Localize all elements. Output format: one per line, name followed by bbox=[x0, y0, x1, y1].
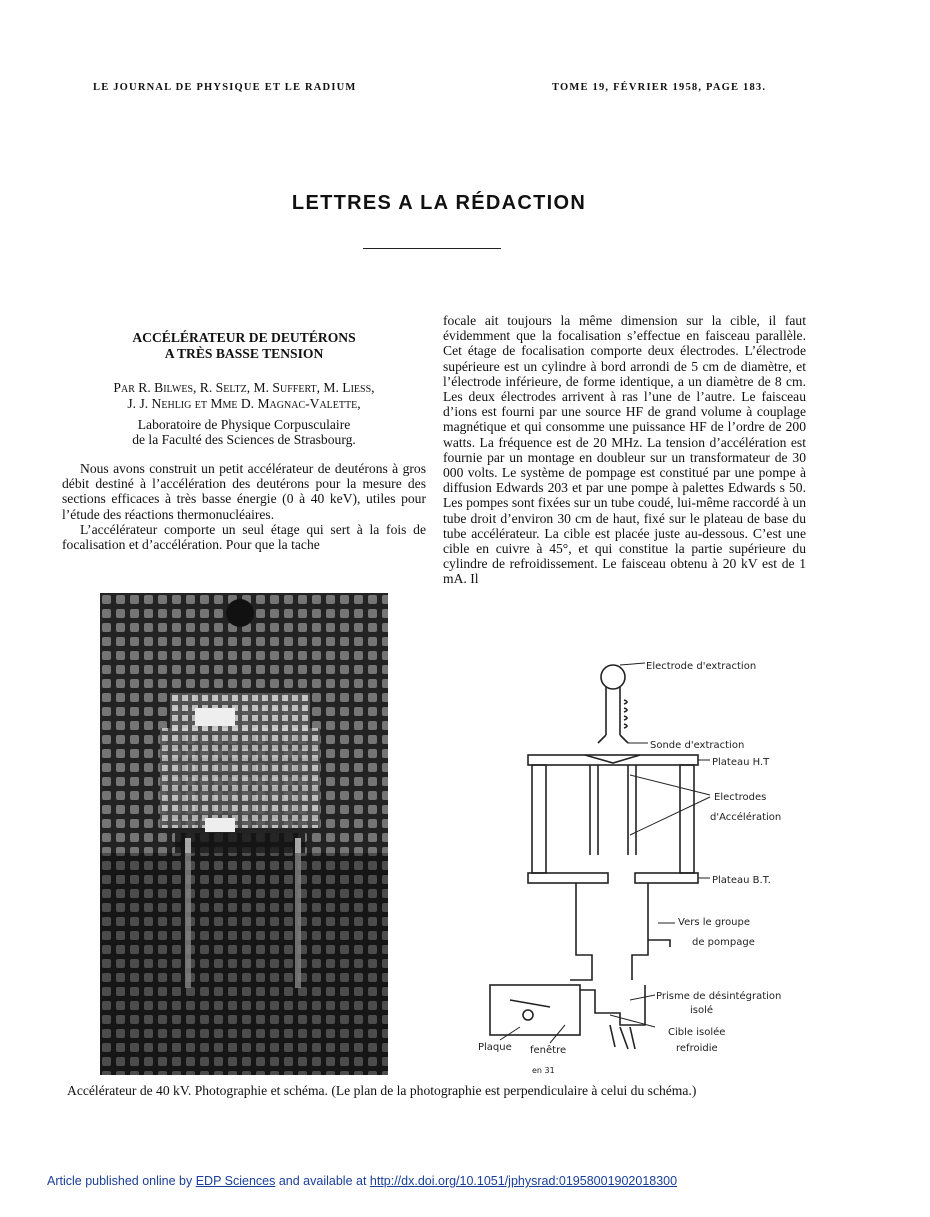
journal-name-header: LE JOURNAL DE PHYSIQUE ET LE RADIUM bbox=[93, 82, 357, 93]
label-ht-plate: Plateau H.T bbox=[712, 757, 770, 768]
label-accel-electrodes-2: d'Accélération bbox=[710, 812, 782, 823]
accelerator-schematic bbox=[470, 655, 810, 1075]
affiliation-line1: Laboratoire de Physique Corpusculaire bbox=[137, 417, 351, 432]
label-extraction-probe: Sonde d'extraction bbox=[650, 740, 745, 751]
label-pumping-1: Vers le groupe bbox=[678, 917, 751, 928]
authors bbox=[62, 380, 426, 411]
label-scale: en 31 bbox=[532, 1066, 555, 1075]
paragraph-1: Nous avons construit un petit accélérateur de deutérons à gros débit destiné à l’accélération des deutérons pour la mesure des sections efficaces à très basse énergie (0 à 40 keV), utiles pour l’étude des réactions thermonucléaires. bbox=[62, 461, 426, 522]
label-prism-2: isolé bbox=[690, 1005, 714, 1016]
label-window: fenêtre bbox=[530, 1045, 567, 1056]
label-plate: Plaque bbox=[478, 1042, 512, 1053]
label-extraction-electrode: Electrode d'extraction bbox=[646, 661, 757, 672]
authors-line1: Par R. Bilwes, R. Seltz, M. Suffert, M. Liess, bbox=[113, 380, 375, 395]
section-title: LETTRES A LA RÉDACTION bbox=[291, 192, 587, 214]
label-target-2: refroidie bbox=[676, 1043, 718, 1054]
label-target-1: Cible isolée bbox=[668, 1027, 726, 1038]
label-accel-electrodes-1: Electrodes bbox=[714, 792, 767, 803]
figure-caption: Accélérateur de 40 kV. Photographie et schéma. (Le plan de la photographie est perpendiculaire à celui du schéma.) bbox=[67, 1083, 697, 1098]
right-column-text: focale ait toujours la même dimension sur la cible, il faut évidemment que la focalisation s’effectue en faisceau parallèle. Cet étage de focalisation comporte deux électrodes. L’électrode supérieure est un cylindre à bord arrondi de 5 cm de diamètre, et l’électrode inférieure, de forme identique, a un diamètre de 8 cm. Les deux électrodes arrivent à ras l’une de l’autre. Le faisceau d’ions est fourni par une source HF de grand volume à couplage magnétique et qui consomme une puissance HF de l’ordre de 200 watts. La fréquence est de 20 MHz. La tension d’accélération est fournie par un montage en doubleur sur un transformateur de 30 000 volts. Le système de pompage est constitué par une pompe à diffusion Edwards 203 et par une pompe à palettes Edwards s 50. Les pompes sont fixées sur un tube coudé, lui-même raccordé à un tube droit d’environ 30 cm de haut, fixé sur le plateau de base du tube accélérateur. La cible est placée juste au-dessous. C’est une cible en cuivre à 45°, et qui constitue la partie supérieure du cylindre de refroidissement. Le faisceau obtenu à 20 kV est de 1 mA. Il bbox=[443, 313, 806, 587]
accelerator-photograph bbox=[100, 593, 388, 1075]
label-pumping-2: de pompage bbox=[692, 937, 755, 948]
doi-link[interactable]: http://dx.doi.org/10.1051/jphysrad:01958001902018300 bbox=[369, 1174, 678, 1188]
footer-middle: and available at bbox=[275, 1174, 370, 1188]
affiliation-line2: de la Faculté des Sciences de Strasbourg. bbox=[132, 432, 356, 447]
footer bbox=[47, 1174, 677, 1188]
publisher-link[interactable]: EDP Sciences bbox=[195, 1174, 276, 1188]
paragraph-2: L’accélérateur comporte un seul étage qui sert à la fois de focalisation et d’accélération. Pour que la tache bbox=[62, 521, 426, 553]
authors-line2: J. J. Nehlig et Mme D. Magnac-Valette, bbox=[127, 395, 361, 411]
right-column bbox=[443, 313, 806, 625]
title-divider bbox=[363, 248, 501, 249]
affiliation bbox=[62, 417, 426, 447]
footer-prefix: Article published online by bbox=[47, 1174, 196, 1188]
label-bt-plate: Plateau B.T. bbox=[712, 875, 771, 886]
article-title-line1: ACCÉLÉRATEUR DE DEUTÉRONS bbox=[132, 330, 356, 345]
label-prism-1: Prisme de désintégration bbox=[656, 991, 782, 1002]
article-title-line2: A TRÈS BASSE TENSION bbox=[164, 346, 324, 361]
left-column bbox=[62, 330, 426, 552]
issue-info-header: TOME 19, FÉVRIER 1958, PAGE 183. bbox=[552, 82, 767, 93]
